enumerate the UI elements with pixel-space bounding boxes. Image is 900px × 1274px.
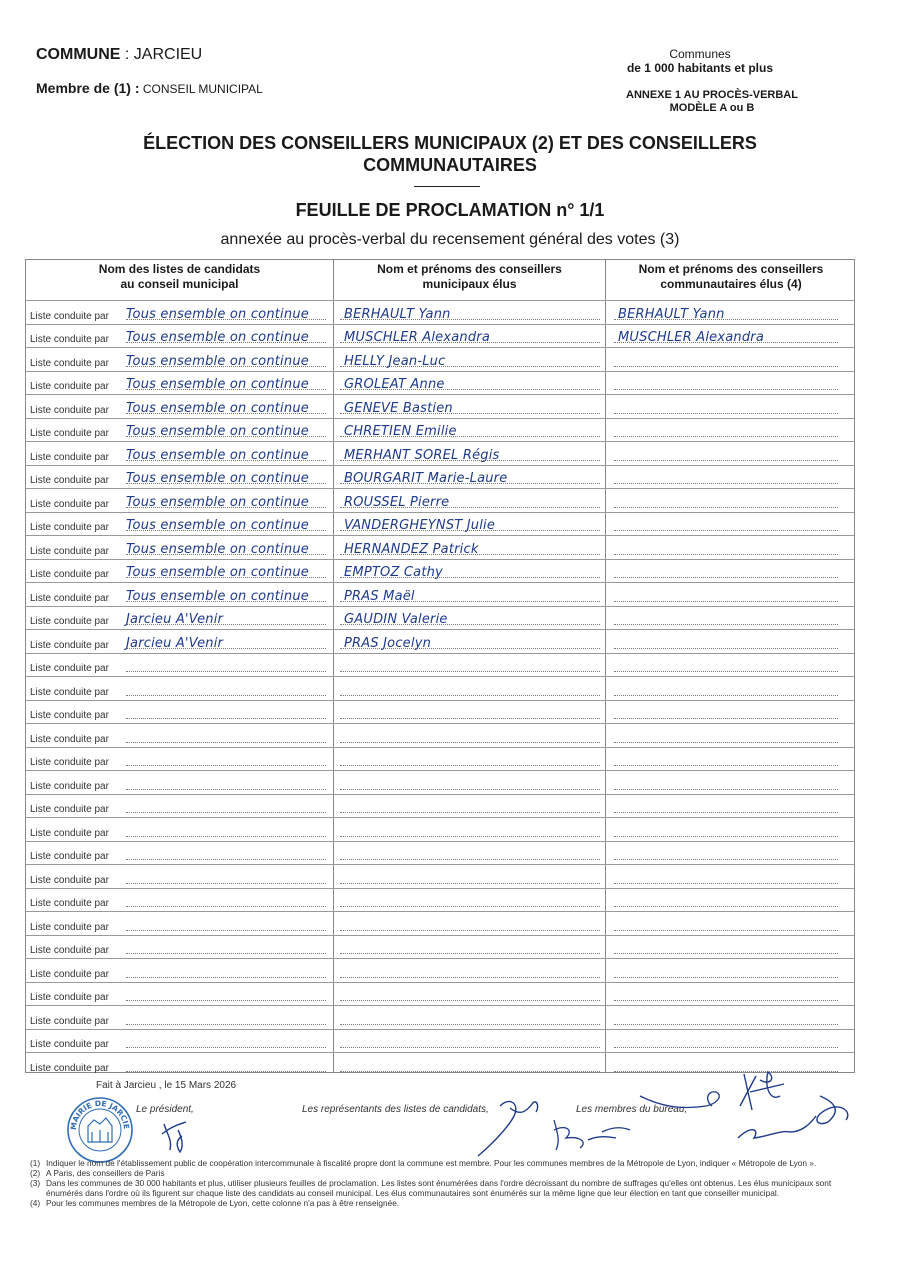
list-prefix: Liste conduite par (30, 357, 109, 369)
list-prefix: Liste conduite par (30, 710, 109, 721)
table-row (26, 747, 854, 771)
list-prefix: Liste conduite par (30, 898, 109, 909)
list-name: Jarcieu A'Venir (126, 635, 224, 651)
list-name: Tous ensemble on continue (126, 306, 309, 322)
dotted-leader (126, 742, 326, 743)
dotted-leader (126, 977, 326, 978)
dotted-leader (614, 436, 838, 437)
table-row (26, 582, 854, 606)
dotted-leader (614, 483, 838, 484)
list-prefix: Liste conduite par (30, 733, 109, 745)
table-row (26, 394, 854, 418)
sheet-subtitle: annexée au procès-verbal du recensement général des votes (3) (220, 231, 680, 248)
list-prefix: Liste conduite par (30, 639, 109, 651)
footnote-number: (2) (30, 1168, 41, 1178)
table-row (26, 606, 854, 630)
dotted-leader (614, 953, 838, 954)
table-row (26, 958, 854, 982)
table-row (26, 770, 854, 794)
footnote-number: (1) (30, 1158, 41, 1168)
dotted-leader (614, 624, 838, 625)
list-name: Tous ensemble on continue (126, 541, 309, 557)
dotted-leader (126, 718, 326, 719)
dotted-leader (340, 1047, 600, 1048)
dotted-leader (126, 836, 326, 837)
municipal-elected: PRAS Jocelyn (344, 635, 432, 651)
municipal-elected: HERNANDEZ Patrick (344, 541, 479, 557)
list-prefix: Liste conduite par (30, 381, 109, 392)
dotted-leader (614, 906, 838, 907)
municipal-elected: BOURGARIT Marie-Laure (344, 471, 508, 486)
table-row (26, 935, 854, 959)
footnotes (30, 1158, 840, 1208)
dotted-leader (340, 812, 600, 813)
table-row (26, 1029, 854, 1053)
municipal-elected: ROUSSEL Pierre (344, 494, 450, 510)
list-prefix: Liste conduite par (30, 968, 109, 980)
municipal-elected: HELLY Jean-Luc (344, 353, 446, 369)
municipal-elected: CHRETIEN Emilie (344, 424, 457, 439)
list-prefix: Liste conduite par (30, 757, 109, 768)
footnote-number: (3) (30, 1178, 41, 1188)
dotted-leader (126, 765, 326, 766)
dotted-leader (614, 977, 838, 978)
commune-label: COMMUNE (36, 46, 121, 63)
header-municipal-line2: municipaux élus (422, 277, 517, 291)
list-prefix: Liste conduite par (30, 428, 109, 439)
dotted-leader (614, 836, 838, 837)
dotted-leader (126, 1024, 326, 1025)
title-line1: ÉLECTION DES CONSEILLERS MUNICIPAUX (2) ET DES CONSEILLERS (143, 133, 757, 153)
header-communautaire (606, 260, 856, 300)
dotted-leader (340, 977, 600, 978)
header-municipal-line1: Nom et prénoms des conseillers (377, 262, 562, 276)
table-row (26, 700, 854, 724)
dotted-leader (614, 577, 838, 578)
dotted-leader (126, 695, 326, 696)
dotted-leader (340, 718, 600, 719)
commune-line (36, 46, 202, 64)
list-name: Tous ensemble on continue (126, 330, 309, 345)
table-row (26, 347, 854, 371)
list-prefix: Liste conduite par (30, 616, 109, 627)
list-prefix: Liste conduite par (30, 804, 109, 815)
footnote (30, 1168, 840, 1178)
list-name: Tous ensemble on continue (126, 518, 309, 533)
table-row (26, 653, 854, 677)
list-name: Tous ensemble on continue (126, 447, 309, 463)
dotted-leader (614, 1024, 838, 1025)
header-lists-line2: au conseil municipal (120, 277, 239, 291)
dotted-leader (614, 930, 838, 931)
list-prefix: Liste conduite par (30, 451, 109, 463)
representants-signatures (470, 1086, 640, 1166)
dotted-leader (126, 930, 326, 931)
table-row (26, 535, 854, 559)
dotted-leader (340, 1000, 600, 1001)
dotted-leader (614, 718, 838, 719)
dotted-leader (340, 953, 600, 954)
proclamation-table (25, 259, 855, 1073)
mairie-stamp (62, 1089, 134, 1164)
dotted-leader (614, 695, 838, 696)
list-prefix: Liste conduite par (30, 780, 109, 792)
dotted-leader (614, 366, 838, 367)
title-line2: COMMUNAUTAIRES (363, 155, 537, 175)
dotted-leader (126, 812, 326, 813)
commune-sep: : (120, 46, 134, 63)
annexe-note (592, 89, 832, 115)
table-row (26, 512, 854, 536)
dotted-leader (340, 1071, 600, 1072)
table-row (26, 300, 854, 324)
list-prefix: Liste conduite par (30, 686, 109, 698)
table-row (26, 465, 854, 489)
membres-label: Les membres du bureau, (576, 1104, 688, 1115)
commune-value: JARCIEU (133, 46, 203, 63)
list-prefix: Liste conduite par (30, 1062, 109, 1074)
list-prefix: Liste conduite par (30, 569, 109, 580)
header-communautaire-line1: Nom et prénoms des conseillers (638, 262, 824, 276)
list-prefix: Liste conduite par (30, 334, 109, 345)
dotted-leader (614, 530, 838, 531)
fait-a: Fait à Jarcieu , le 15 Mars 2026 (96, 1080, 237, 1091)
dotted-leader (340, 906, 600, 907)
president-signature (158, 1116, 192, 1156)
dotted-leader (340, 930, 600, 931)
dotted-leader (340, 671, 600, 672)
list-prefix: Liste conduite par (30, 310, 109, 322)
dotted-leader (614, 507, 838, 508)
membre-ref: (1) : (113, 80, 140, 96)
list-prefix: Liste conduite par (30, 522, 109, 533)
dotted-leader (614, 765, 838, 766)
dotted-leader (340, 789, 600, 790)
municipal-elected: GAUDIN Valerie (344, 612, 448, 627)
table-row (26, 888, 854, 912)
dotted-leader (340, 765, 600, 766)
municipal-elected: VANDERGHEYNST Julie (344, 518, 496, 533)
membre-line (36, 80, 263, 96)
dotted-leader (126, 671, 326, 672)
list-prefix: Liste conduite par (30, 663, 109, 674)
footnote-text: Pour les communes membres de la Métropole de Lyon, cette colonne n'a pas à être renseignée. (46, 1198, 400, 1208)
footnote (30, 1178, 840, 1198)
communautaire-elected: BERHAULT Yann (618, 306, 725, 322)
list-prefix: Liste conduite par (30, 545, 109, 557)
dotted-leader (614, 1047, 838, 1048)
list-prefix: Liste conduite par (30, 404, 109, 416)
dotted-leader (614, 812, 838, 813)
table-row (26, 841, 854, 865)
dotted-leader (614, 389, 838, 390)
dotted-leader (614, 789, 838, 790)
list-name: Jarcieu A'Venir (126, 612, 224, 627)
list-name: Tous ensemble on continue (126, 353, 309, 369)
table-row (26, 817, 854, 841)
list-prefix: Liste conduite par (30, 827, 109, 839)
list-name: Tous ensemble on continue (126, 400, 309, 416)
header-communautaire-line2: communautaires élus (4) (660, 277, 802, 291)
table-row (26, 371, 854, 395)
president-label: Le président, (136, 1104, 194, 1115)
bureau-signatures (620, 1066, 860, 1156)
list-prefix: Liste conduite par (30, 475, 109, 486)
table-row (26, 911, 854, 935)
dotted-leader (126, 789, 326, 790)
annexe-line2: MODÈLE A ou B (669, 102, 755, 114)
communes-line2: de 1 000 habitants et plus (626, 61, 774, 75)
table-row (26, 794, 854, 818)
dotted-leader (614, 601, 838, 602)
sheet-title: FEUILLE DE PROCLAMATION n° 1/1 (295, 200, 605, 220)
table-row (26, 488, 854, 512)
table-row (26, 723, 854, 747)
list-name: Tous ensemble on continue (126, 494, 309, 510)
dotted-leader (126, 1000, 326, 1001)
table-row (26, 418, 854, 442)
table-row (26, 1005, 854, 1029)
municipal-elected: GROLEAT Anne (344, 377, 445, 392)
municipal-elected: EMPTOZ Cathy (344, 565, 443, 580)
list-name: Tous ensemble on continue (126, 424, 309, 439)
footnote (30, 1158, 840, 1168)
communes-line1: Communes (669, 47, 731, 61)
list-name: Tous ensemble on continue (126, 588, 309, 604)
header-lists (26, 260, 333, 300)
list-prefix: Liste conduite par (30, 874, 109, 886)
representants-label: Les représentants des listes de candidats, (302, 1104, 489, 1115)
membre-value: CONSEIL MUNICIPAL (139, 82, 263, 96)
municipal-elected: GENEVE Bastien (344, 400, 453, 416)
municipal-elected: MERHANT SOREL Régis (344, 447, 500, 463)
communautaire-elected: MUSCHLER Alexandra (618, 330, 765, 345)
dotted-leader (614, 742, 838, 743)
list-prefix: Liste conduite par (30, 498, 109, 510)
footnote-text: Dans les communes de 30 000 habitants et plus, utiliser plusieurs feuilles de proclamation. Les listes sont énumérées dans l'ordre décroissant du nombre de suffrages qu'elles ont obtenus. Les élus municipaux sont énumérés dans l'ordre où ils figurent sur chaque liste des candidats au conseil municipal. Les élus communautaires sont énumérés sur la même ligne que leur élection en tant que conseiller municipal. (46, 1178, 832, 1198)
municipal-elected: MUSCHLER Alexandra (344, 330, 491, 345)
table-row (26, 324, 854, 348)
footnote (30, 1198, 840, 1208)
list-name: Tous ensemble on continue (126, 565, 309, 580)
dotted-leader (126, 953, 326, 954)
dotted-leader (340, 883, 600, 884)
dotted-leader (340, 836, 600, 837)
title-divider (414, 186, 480, 187)
list-prefix: Liste conduite par (30, 851, 109, 862)
dotted-leader (614, 460, 838, 461)
dotted-leader (126, 1047, 326, 1048)
dotted-leader (126, 859, 326, 860)
list-name: Tous ensemble on continue (126, 377, 309, 392)
list-prefix: Liste conduite par (30, 945, 109, 956)
dotted-leader (340, 859, 600, 860)
header-lists-line1: Nom des listes de candidats (98, 262, 261, 276)
municipal-elected: PRAS Maël (344, 588, 415, 604)
list-prefix: Liste conduite par (30, 1039, 109, 1050)
dotted-leader (614, 413, 838, 414)
list-name: Tous ensemble on continue (126, 471, 309, 486)
annexe-line1: ANNEXE 1 AU PROCÈS-VERBAL (626, 89, 798, 101)
dotted-leader (614, 1000, 838, 1001)
list-prefix: Liste conduite par (30, 592, 109, 604)
dotted-leader (126, 906, 326, 907)
dotted-leader (614, 883, 838, 884)
dotted-leader (614, 648, 838, 649)
footnote-text: Indiquer le nom de l'établissement public de coopération intercommunale à fiscalité propre dont la commune est membre. Pour les communes membres de la Métropole de Lyon, indiquer « Métropole de Lyon ». (46, 1158, 817, 1168)
dotted-leader (340, 742, 600, 743)
footnote-text: A Paris, des conseillers de Paris (46, 1168, 165, 1178)
list-prefix: Liste conduite par (30, 921, 109, 933)
list-prefix: Liste conduite par (30, 992, 109, 1003)
table-row (26, 629, 854, 653)
dotted-leader (340, 695, 600, 696)
footnote-number: (4) (30, 1198, 41, 1208)
dotted-leader (614, 671, 838, 672)
communes-note (590, 47, 810, 75)
document-title (60, 132, 840, 176)
dotted-leader (126, 1071, 326, 1072)
table-row (26, 559, 854, 583)
list-prefix: Liste conduite par (30, 1015, 109, 1027)
table-row (26, 982, 854, 1006)
table-row (26, 676, 854, 700)
municipal-elected: BERHAULT Yann (344, 306, 451, 322)
table-row (26, 864, 854, 888)
dotted-leader (614, 554, 838, 555)
dotted-leader (126, 883, 326, 884)
dotted-leader (340, 1024, 600, 1025)
header-municipal (334, 260, 605, 300)
table-row (26, 441, 854, 465)
dotted-leader (614, 859, 838, 860)
stamp-text: MAIRIE DE JARCIEU (62, 1089, 132, 1131)
membre-label: Membre de (36, 80, 114, 96)
